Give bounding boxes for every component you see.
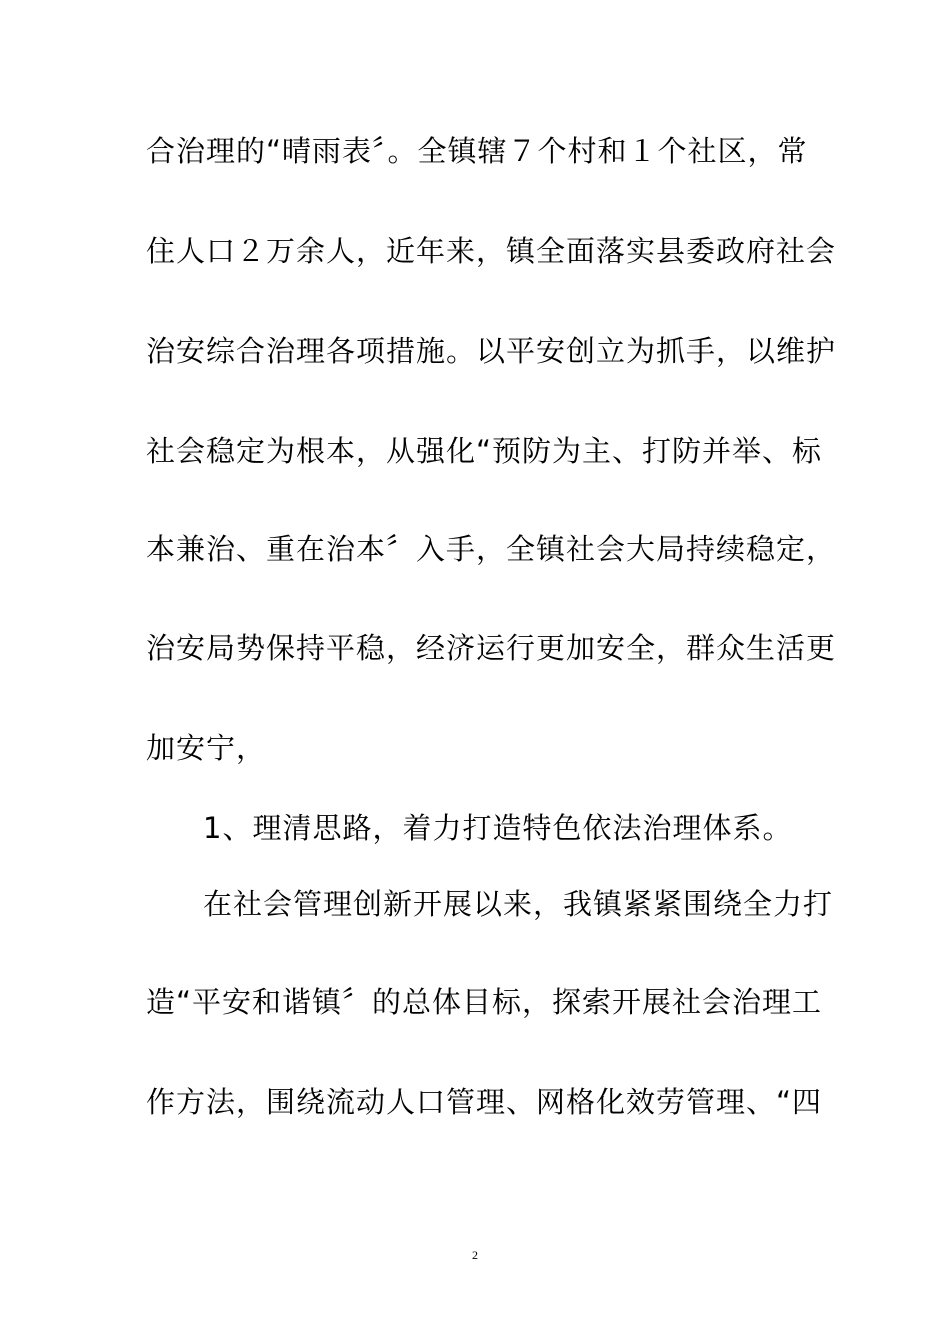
page-number: 2	[472, 1248, 478, 1262]
paragraph-line: 本兼治、重在治本〞入手，全镇社会大局持续稳定，	[146, 532, 837, 566]
paragraph-line: 造“平安和谐镇〞的总体目标，探索开展社会治理工	[146, 985, 823, 1019]
paragraph-line: 治安局势保持平稳，经济运行更加安全，群众生活更	[146, 631, 837, 665]
paragraph-line: 治安综合治理各项措施。以平安创立为抓手，以维护	[146, 334, 837, 368]
section-heading: 1、理清思路，着力打造特色依法治理体系。	[203, 811, 793, 845]
paragraph-line: 作方法，围绕流动人口管理、网格化效劳管理、“四	[146, 1085, 823, 1119]
paragraph-line: 住人口２万余人，近年来，镇全面落实县委政府社会	[146, 234, 837, 268]
paragraph-line: 加安宁，	[146, 731, 267, 765]
paragraph-line: 社会稳定为根本，从强化“预防为主、打防并举、标	[146, 434, 823, 468]
paragraph-line: 合治理的“晴雨表〞。全镇辖７个村和１个社区，常	[146, 134, 808, 168]
paragraph-line: 在社会管理创新开展以来，我镇紧紧围绕全力打	[203, 887, 834, 921]
